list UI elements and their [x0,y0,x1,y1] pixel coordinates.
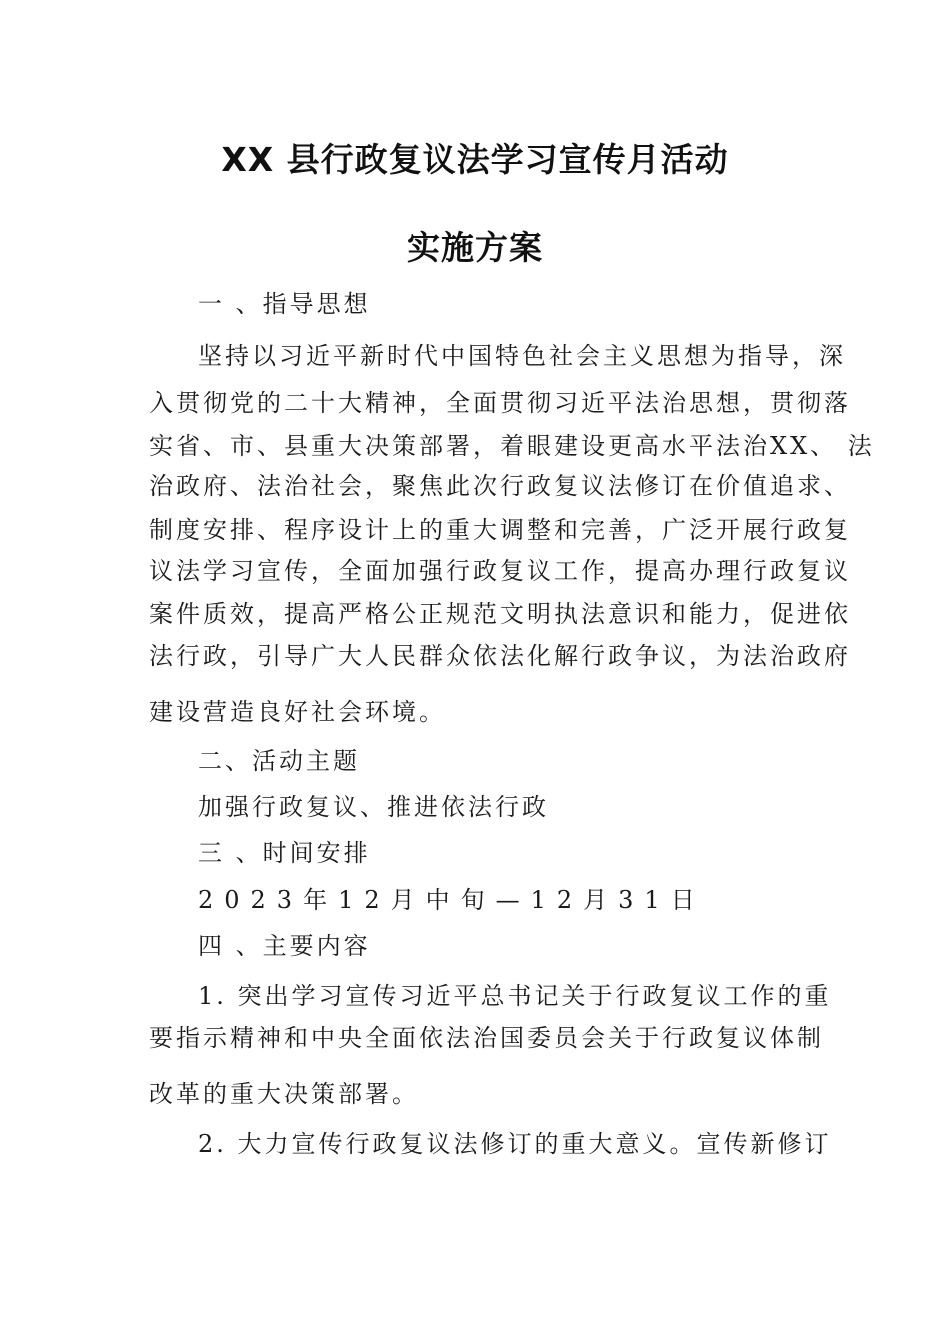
item-1-line: 1. 突出学习宣传习近平总书记关于行政复议工作的重 [198,982,832,1010]
section-1-line: 案件质效，提高严格公正规范文明执法意识和能力，促进依 [149,600,851,628]
section-2-text: 加强行政复议、推进依法行政 [198,793,549,821]
section-1-heading: 一 、指导思想 [198,290,371,318]
item-1-line: 要指示精神和中央全面依法治国委员会关于行政复议体制 [149,1024,824,1052]
section-1-line: 入贯彻党的二十大精神，全面贯彻习近平法治思想，贯彻落 [149,389,851,417]
section-1-line: 议法学习宣传，全面加强行政复议工作，提高办理行政复议 [149,557,851,585]
document-title-line-1: XX 县行政复议法学习宣传月活动 [221,140,729,179]
section-1-line: 治政府、法治社会，聚焦此次行政复议法修订在价值追求、 [149,472,851,500]
section-1-line: 制度安排、程序设计上的重大调整和完善，广泛开展行政复 [149,516,851,544]
item-2-line: 2. 大力宣传行政复议法修订的重大意义。宣传新修订 [198,1130,832,1158]
document-title-line-2: 实施方案 [407,228,543,267]
item-1-line: 改革的重大决策部署。 [149,1080,419,1108]
section-1-line: 实省、市、县重大决策部署，着眼建设更高水平法治XX、 法 [149,432,875,460]
section-1-line: 建设营造良好社会环境。 [149,698,446,726]
section-2-heading: 二、活动主题 [198,747,360,775]
section-3-heading: 三 、时间安排 [198,839,371,867]
section-1-line: 坚持以习近平新时代中国特色社会主义思想为指导，深 [198,342,846,370]
section-1-line: 法行政，引导广大人民群众依法化解行政争议，为法治政府 [149,642,851,670]
section-3-text: 2023年12月中旬—12月31日 [198,886,706,914]
section-4-heading: 四 、主要内容 [198,932,371,960]
